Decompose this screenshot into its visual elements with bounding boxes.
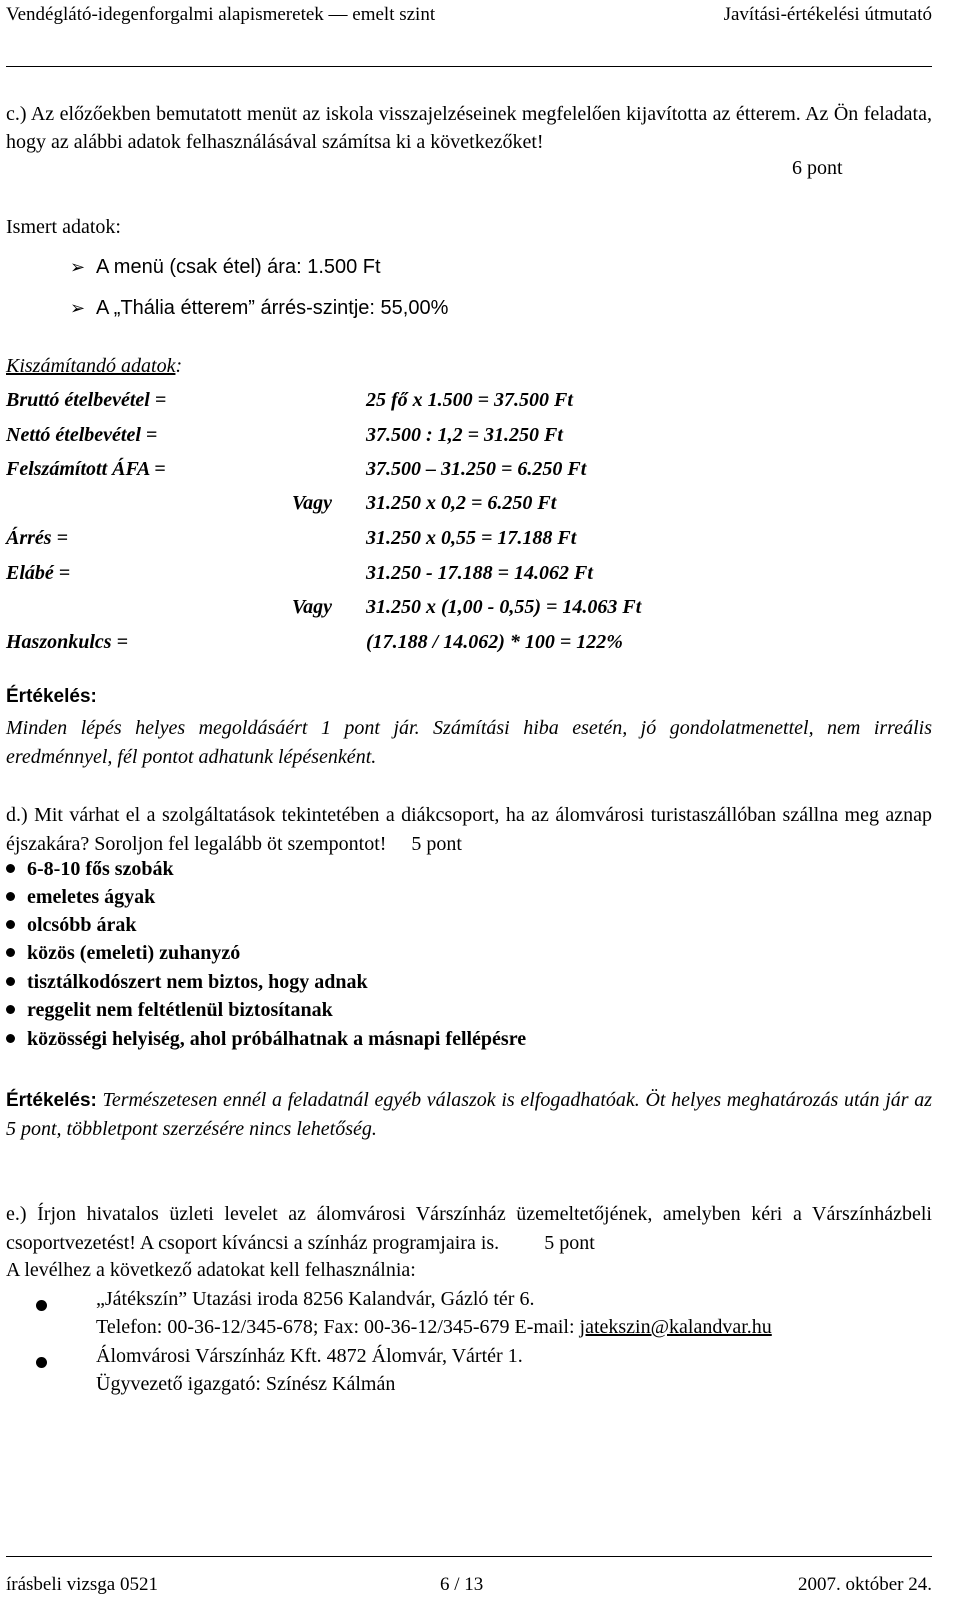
eval-c-title: Értékelés: (6, 686, 97, 707)
email-link[interactable]: jatekszin@kalandvar.hu (579, 1316, 772, 1338)
calc-row-value: 37.500 – 31.250 = 6.250 Ft (366, 458, 587, 480)
footer-page-number: 6 / 13 (440, 1574, 484, 1595)
task-e-question: e.) Írjon hivatalos üzleti levelet az álomvárosi Várszínház üzemeltetőjének, amelyben kéri a Várszínházbeli csoportvezetést! A csoport kíváncsi a színház programjaira is. 5 pont (6, 1203, 932, 1254)
bullet-icon (36, 1293, 47, 1316)
calc-row-label: Haszonkulcs = (6, 631, 128, 653)
calc-data-title: Kiszámítandó adatok: (6, 355, 183, 377)
bullet-icon (6, 920, 15, 929)
task-e-data-intro: A levélhez a következő adatokat kell felhasználnia: (6, 1259, 416, 1281)
header-rule (6, 66, 932, 67)
calc-row-value: 31.250 x 0,2 = 6.250 Ft (366, 492, 557, 514)
calc-row-value: 37.500 : 1,2 = 31.250 Ft (366, 424, 563, 446)
list-item: közös (emeleti) zuhanyzó (6, 942, 240, 965)
eval-c-text: Minden lépés helyes megoldásáért 1 pont jár. Számítási hiba esetén, jó gondolatmenettel, nem irreális eredménnyel, fél pontot adhatunk lépésenként. (6, 717, 932, 768)
calc-row-value: (17.188 / 14.062) * 100 = 122% (366, 631, 623, 653)
eval-d-title: Értékelés: (6, 1090, 97, 1111)
bullet-icon (6, 977, 15, 986)
bullet-icon (6, 1005, 15, 1014)
calc-row-prefix: Vagy (292, 596, 332, 618)
bullet-icon (36, 1350, 47, 1373)
header-title: Vendéglátó-idegenforgalmi alapismeretek — emelt szint (6, 4, 436, 25)
footer-date: 2007. október 24. (797, 1574, 932, 1595)
task-d-points: 5 pont (411, 833, 462, 855)
address-1-line-2: Telefon: 00-36-12/345-678; Fax: 00-36-12/345-679 E-mail: jatekszin@kalandvar.hu (96, 1316, 772, 1338)
task-e-points: 5 pont (544, 1232, 595, 1254)
bullet-icon (6, 864, 15, 873)
list-item: reggelit nem feltétlenül biztosítanak (6, 999, 333, 1022)
task-c-question: c.) Az előzőekben bemutatott menüt az iskola visszajelzéseinek megfelelően kijavította az étterem. Az Ön feladata, hogy az alábbi adatok felhasználásával számítsa ki a következőket! (6, 103, 932, 153)
calc-row-label: Árrés = (6, 527, 68, 549)
known-item-1: ➢ A menü (csak étel) ára: 1.500 Ft (70, 256, 381, 278)
bullet-icon (6, 1034, 15, 1043)
eval-d-text: Természetesen ennél a feladatnál egyéb válaszok is elfogadhatóak. Öt helyes meghatározás után jár az 5 pont, többletpont szerzésére nincs lehetőség. (6, 1089, 933, 1140)
calc-row-value: 31.250 - 17.188 = 14.062 Ft (366, 562, 593, 584)
arrow-icon: ➢ (70, 298, 86, 319)
footer-left: írásbeli vizsga 0521 (6, 1574, 158, 1595)
task-d-question: d.) Mit várhat el a szolgáltatások tekintetében a diákcsoport, ha az álomvárosi turistaszállóban szállna meg aznap éjszakára? Soroljon fel legalább öt szempontot! 5 pont (6, 804, 932, 855)
bullet-icon (6, 948, 15, 957)
calc-row-label: Bruttó ételbevétel = (6, 389, 167, 411)
known-item-2: ➢ A „Thália étterem” árrés-szintje: 55,00% (70, 297, 449, 319)
footer-rule (6, 1556, 932, 1557)
eval-d (6, 1086, 932, 1143)
bullet-icon (6, 892, 15, 901)
page-header (6, 4, 932, 34)
list-item: tisztálkodószert nem biztos, hogy adnak (6, 971, 368, 994)
address-2-line-1: Álomvárosi Várszínház Kft. 4872 Álomvár, Vártér 1. (96, 1345, 523, 1367)
address-1-line-1: „Játékszín” Utazási iroda 8256 Kalandvár, Gázló tér 6. (96, 1288, 535, 1310)
list-item: emeletes ágyak (6, 886, 155, 909)
known-data-title: Ismert adatok: (6, 216, 121, 238)
calc-row-value: 31.250 x 0,55 = 17.188 Ft (366, 527, 577, 549)
list-item: olcsóbb árak (6, 914, 136, 937)
calc-row-label: Elábé = (6, 562, 71, 584)
header-subtitle: Javítási-értékelési útmutató (723, 4, 932, 25)
task-c-points: 6 pont (792, 157, 843, 179)
calc-row-label: Nettó ételbevétel = (6, 424, 158, 446)
list-item: 6-8-10 fős szobák (6, 858, 174, 881)
calc-row-value: 25 fő x 1.500 = 37.500 Ft (366, 389, 573, 411)
calc-row-prefix: Vagy (292, 492, 332, 514)
address-2-line-2: Ügyvezető igazgató: Színész Kálmán (96, 1373, 396, 1395)
arrow-icon: ➢ (70, 257, 86, 278)
list-item: közösségi helyiség, ahol próbálhatnak a másnapi fellépésre (6, 1028, 526, 1051)
calc-row-value: 31.250 x (1,00 - 0,55) = 14.063 Ft (366, 596, 642, 618)
calc-row-label: Felszámított ÁFA = (6, 458, 166, 480)
task-c-intro (6, 101, 932, 156)
